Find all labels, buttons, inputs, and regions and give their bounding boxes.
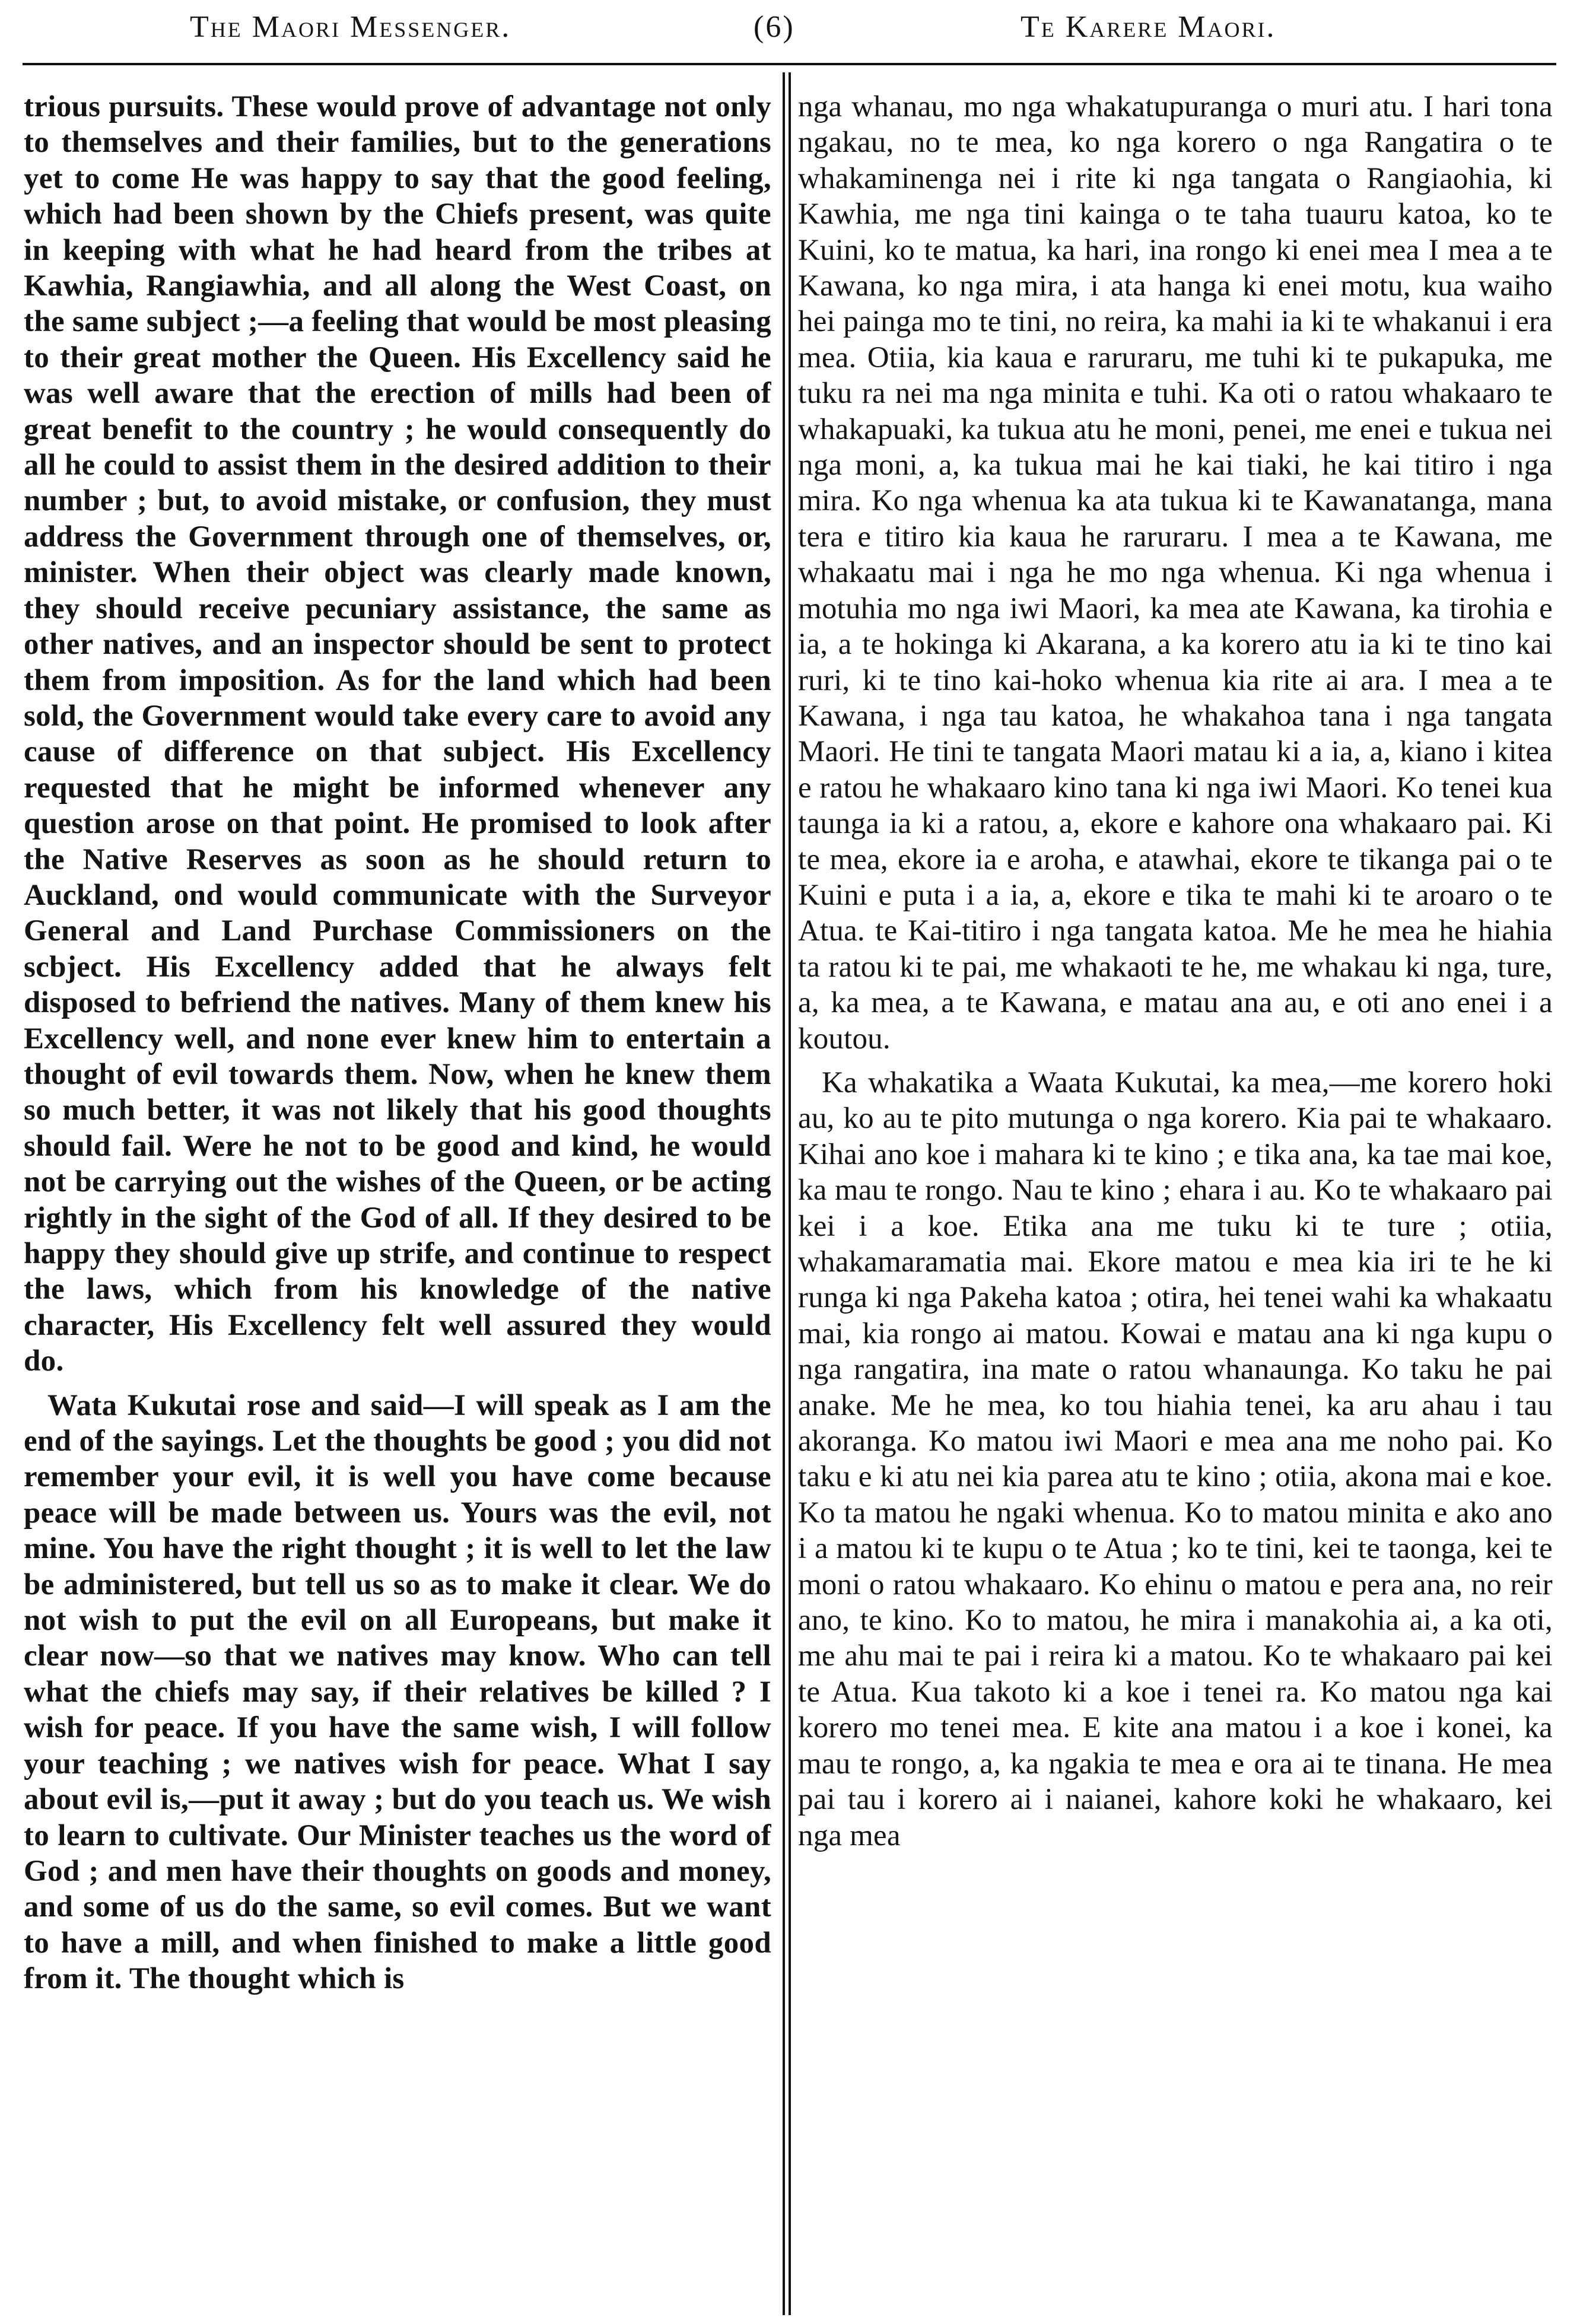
page-number: (6) bbox=[754, 10, 795, 44]
running-title-english: The Maori Messenger. bbox=[190, 10, 511, 44]
header-rule bbox=[23, 63, 1556, 65]
english-paragraph-governor-speech: trious pursuits. These would prove of advantage not only to themselves and their families, but to the generations yet to come He was happy to say that the good feeling, which had been shown by the Chiefs present, was quite in keeping with what he had heard from the tribes at Kawhia, Rangiawhia, and all along the West Coast, on the same subject ;—a feeling that would be most pleasing to their great mother the Queen. His Excellency said he was well aware that the erection of mills had been of great benefit to the country ; he would consequently do all he could to assist them in the desired addition to their number ; but, to avoid mistake, or confusion, they must address the Government through one of themselves, or, minister. When their object was clearly made known, they should receive pecuniary assistance, the same as other natives, and an inspector should be sent to protect them from imposition. As for the land which had been sold, the Government would take every care to avoid any cause of difference on that subject. His Excellency requested that he might be informed whenever any question arose on that point. He promised to look after the Native Reserves as soon as he should return to Auckland, ond would communicate with the Surveyor General and Land Purchase Commissioners on the scbject. His Excellency added that he always felt disposed to befriend the natives. Many of them knew his Excellency well, and none ever knew him to entertain a thought of evil towards them. Now, when he knew them so much better, it was not likely that his good thoughts should fail. Were he not to be good and kind, he would not be carrying out the wishes of the Queen, or be acting rightly in the sight of the God of all. If they desired to be happy they should give up strife, and continue to respect the laws, which from his knowledge of the native character, His Excellency felt well assured they would do. bbox=[24, 90, 771, 1378]
english-column bbox=[24, 89, 771, 2308]
running-title-maori: Te Karere Maori. bbox=[1021, 10, 1276, 44]
page-header bbox=[0, 0, 1580, 59]
column-divider-left bbox=[783, 72, 785, 2315]
maori-paragraph-waata-kukutai: Ka whakatika a Waata Kukutai, ka mea,—me korero hoki au, ko au te pito mutunga o nga korero. Kia pai te whakaaro. Kihai ano koe i mahara ki te kino ; e tika ana, ka tae mai koe, ka mau te rongo. Nau te kino ; ehara i au. Ko te whakaaro pai kei i a koe. Etika ana me tuku ki te ture ; otiia, whakamaramatia mai. Ekore matou e mea kia iri te he ki runga ki nga Pakeha katoa ; otira, hei tenei wahi ka whakaatu mai, kia rongo ai matou. Kowai e matau ana ki nga kupu o nga rangatira, ina mate o ratou whanaunga. Ko taku he pai anake. Me he mea, ko tou hiahia tenei, ka aru ahau i tau akoranga. Ko matou iwi Maori e mea ana me noho pai. Ko taku e ki atu nei kia parea atu te kino ; otiia, akona mai e koe. Ko ta matou he ngaki whenua. Ko to matou minita e ako ano i a matou ki te kupu o te Atua ; ko te tini, kei te taonga, kei te moni o ratou whakaaro. Ko ehinu o matou e pera ana, no reir ano, te kino. Ko to matou, he mira i manakohia ai, a ka oti, me ahu mai te pai i reira ki a matou. Ko te whakaaro pai kei te Atua. Kua takoto ki a koe i tenei ra. Ko matou nga kai korero mo tenei mea. E kite ana matou i a koe i konei, ka mau te rongo, a, ka ngakia te mea e ora ai te tinana. He mea pai tau i korero ai i naianei, kahore koki he whakaaro, kei nga mea bbox=[798, 1066, 1553, 1852]
column-divider-right bbox=[789, 72, 791, 2315]
maori-paragraph-kawana-korero: nga whanau, mo nga whakatupuranga o muri atu. I hari tona ngakau, no te mea, ko nga korero o nga Rangatira o te whakaminenga nei i rite ki nga tangata o Rangiaohia, ki Kawhia, me nga tini kainga o te taha tuauru katoa, ko te Kuini, ko te matua, ka hari, ina rongo ki enei mea I mea a te Kawana, ko nga mira, i ata hanga ki enei motu, kua waiho hei painga mo te tini, no reira, ka mahi ia ki te whakanui i era mea. Otiia, kia kaua e raruraru, me tuhi ki te pukapuka, me tuku ra nei ma nga minita e tuhi. Ka oti o ratou whakaaro te whakapuaki, ka tukua atu he moni, penei, me enei e tukua nei nga moni, a, ka tukua mai he kai tiaki, he kai titiro i nga mira. Ko nga whenua ka ata tukua ki te Kawanatanga, mana tera e titiro kia kaua he raruraru. I mea a te Kawana, me whakaatu mai i nga he mo nga whenua. Ki nga whenua i motuhia mo nga iwi Maori, ka mea ate Kawana, ka tirohia e ia, a te hokinga ki Akarana, a ka korero atu ia ki te tino kai ruri, ki te tino kai-hoko whenua kia rite ai ara. I mea a te Kawana, i nga tau katoa, he whakahoa tana i nga tangata Maori. He tini te tangata Maori matau ki a ia, a, kiano i kitea e ratou he whakaaro kino tana ki nga iwi Maori. Ko tenei kua taunga ia ki a ratou, a, ekore e kahore ona whakaaro pai. Ki te mea, ekore ia e aroha, e atawhai, ekore te tikanga pai o te Kuini e puta i a ia, a, ekore e tika te mahi ki te aroaro o te Atua. te Kai-titiro i nga tangata katoa. Me he mea he hiahia ta ratou ki te pai, me whakaoti te he, me whakau ki nga, ture, a, ka mea, a te Kawana, e matau ana au, e oti ano enei i a koutou. bbox=[798, 90, 1553, 1056]
maori-column bbox=[798, 89, 1553, 2308]
english-paragraph-wata-kukutai: Wata Kukutai rose and said—I will speak as I am the end of the sayings. Let the thoughts be good ; you did not remember your evil, it is well you have come because peace will be made between us. Yours was the evil, not mine. You have the right thought ; it is well to let the law be administered, but tell us so as to make it clear. We do not wish to put the evil on all Europeans, but make it clear now—so that we natives may know. Who can tell what the chiefs may say, if their relatives be killed ? I wish for peace. If you have the same wish, I will follow your teaching ; we natives wish for peace. What I say about evil is,—put it away ; but do you teach us. We wish to learn to cultivate. Our Minister teaches us the word of God ; and men have their thoughts on goods and money, and some of us do the same, so evil comes. But we want to have a mill, and when finished to make a little good from it. The thought which is bbox=[24, 1388, 771, 1996]
